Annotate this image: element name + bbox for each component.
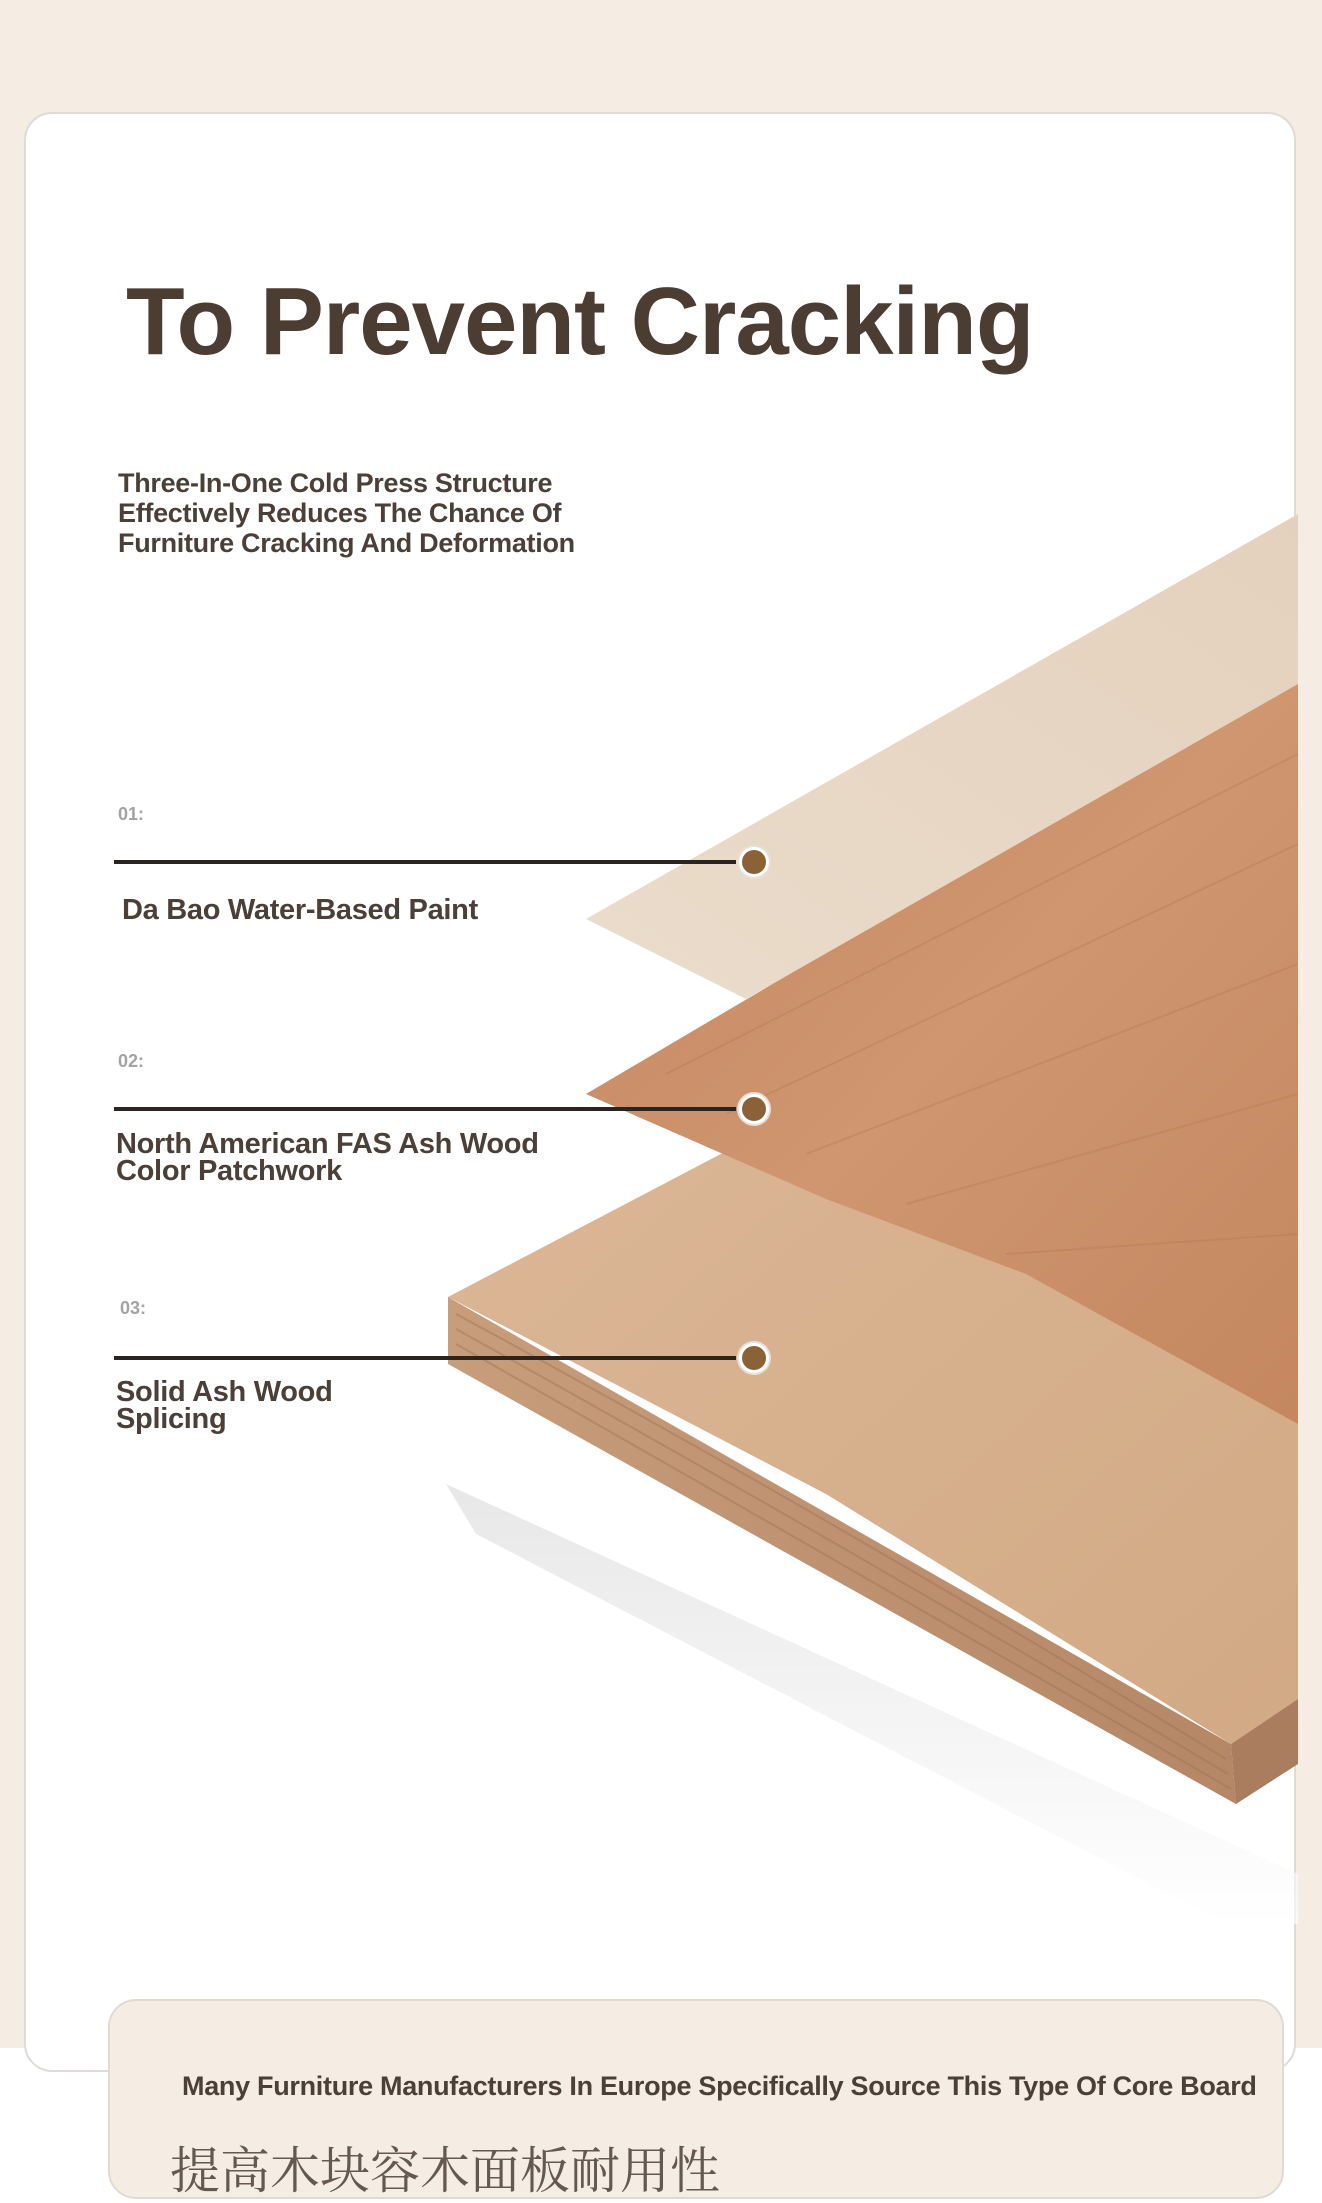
- layer-label-line: Color Patchwork: [116, 1155, 342, 1187]
- layer-label-line: North American FAS Ash Wood: [116, 1128, 539, 1160]
- subtitle-line: Effectively Reduces The Chance Of: [118, 498, 562, 528]
- footer-cn-text: 提高木块容木面板耐用性: [170, 2142, 720, 2200]
- footer-note: Many Furniture Manufacturers In Europe Specifically Source This Type Of Core Board: [182, 2071, 1257, 2101]
- layer-number-2: 02:: [118, 1051, 145, 1071]
- subtitle: [118, 468, 718, 558]
- wood-layers-illustration: [26, 114, 1298, 2074]
- subtitle-line: Three-In-One Cold Press Structure: [118, 468, 553, 498]
- page-title: To Prevent Cracking: [126, 268, 1034, 375]
- layer-label-line: Splicing: [116, 1403, 227, 1435]
- layer-number-3: 03:: [120, 1298, 147, 1318]
- layer-label-line: Da Bao Water-Based Paint: [122, 894, 478, 926]
- layer-number-1: 01:: [118, 804, 145, 824]
- layer-label-1: [122, 894, 478, 926]
- marker-dot-2: [738, 1093, 770, 1125]
- layer-label-3: [116, 1376, 333, 1435]
- subtitle-line: Furniture Cracking And Deformation: [118, 528, 575, 558]
- footer-note-panel: [108, 1999, 1284, 2199]
- marker-dot-3: [738, 1342, 770, 1374]
- marker-dot-1: [738, 846, 770, 878]
- feature-card: [24, 112, 1296, 2200]
- layer-label-line: Solid Ash Wood: [116, 1376, 333, 1408]
- layer-label-2: [116, 1128, 539, 1187]
